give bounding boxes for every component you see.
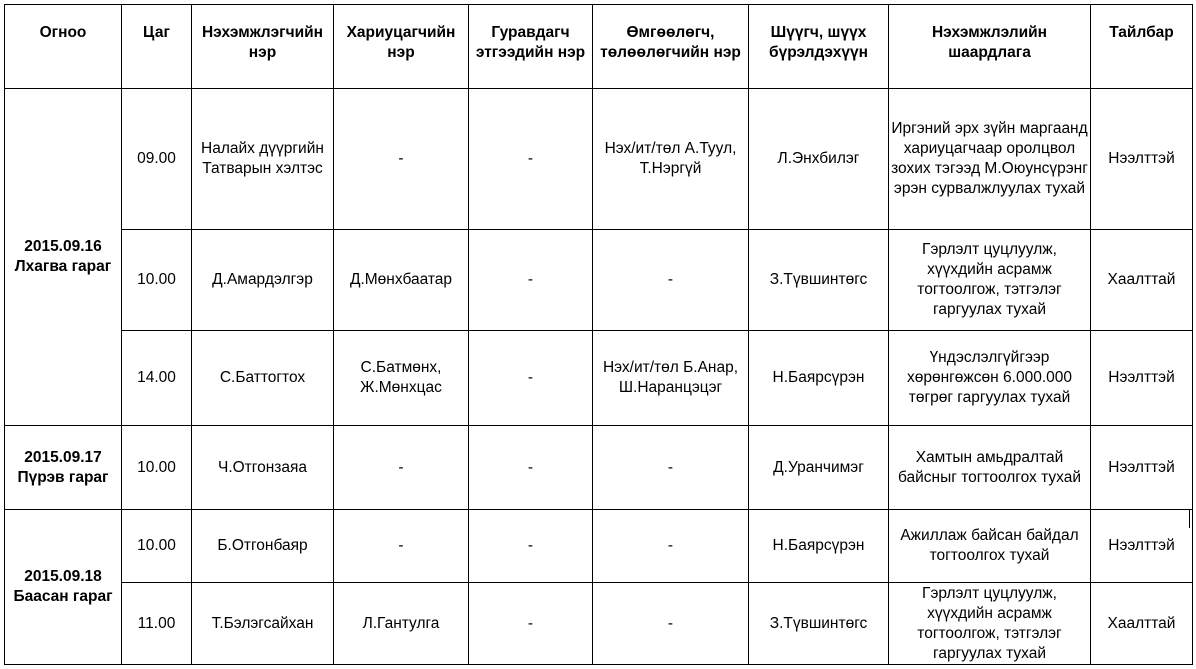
table-row — [5, 426, 1193, 510]
claim-cell: Үндэслэлгүйгээр хөрөнгөжсөн 6.000.000 төгрөг гаргуулах тухай — [889, 331, 1091, 426]
text-cursor — [1189, 509, 1190, 528]
claim-cell: Гэрлэлт цуцлуулж, хүүхдийн асрамж тогтоолгож, тэтгэлэг гаргуулах тухай — [889, 230, 1091, 331]
time-cell: 10.00 — [122, 426, 192, 510]
defendant-cell: - — [334, 89, 469, 230]
date-cell: 2015.09.17 Пүрэв гараг — [5, 426, 122, 510]
lawyer-cell: - — [593, 230, 749, 331]
note-cell: Нээлттэй — [1091, 510, 1193, 583]
defendant-cell: - — [334, 510, 469, 583]
defendant-cell: Л.Гантулга — [334, 583, 469, 665]
third-party-cell: - — [469, 510, 593, 583]
defendant-cell: Д.Мөнхбаатар — [334, 230, 469, 331]
header-judge: Шүүгч, шүүх бүрэлдэхүүн — [749, 5, 889, 89]
header-time: Цаг — [122, 5, 192, 89]
date-cell: 2015.09.18 Баасан гараг — [5, 510, 122, 665]
plaintiff-cell: Налайх дүүргийн Татварын хэлтэс — [192, 89, 334, 230]
third-party-cell: - — [469, 331, 593, 426]
claim-cell: Ажиллаж байсан байдал тогтоолгох тухай — [889, 510, 1091, 583]
judge-cell: Н.Баярсүрэн — [749, 331, 889, 426]
note-cell: Хаалттай — [1091, 583, 1193, 665]
header-claim: Нэхэмжлэлийн шаардлага — [889, 5, 1091, 89]
third-party-cell: - — [469, 426, 593, 510]
lawyer-cell: - — [593, 583, 749, 665]
defendant-cell: С.Батмөнх, Ж.Мөнхцас — [334, 331, 469, 426]
table-row — [5, 331, 1193, 426]
judge-cell: Л.Энхбилэг — [749, 89, 889, 230]
plaintiff-cell: Д.Амардэлгэр — [192, 230, 334, 331]
time-cell: 09.00 — [122, 89, 192, 230]
court-schedule-table — [4, 4, 1193, 665]
claim-cell: Хамтын амьдралтай байсныг тогтоолгох тухай — [889, 426, 1091, 510]
third-party-cell: - — [469, 230, 593, 331]
plaintiff-cell: Т.Бэлэгсайхан — [192, 583, 334, 665]
lawyer-cell: Нэх/ит/төл Б.Анар, Ш.Наранцэцэг — [593, 331, 749, 426]
third-party-cell: - — [469, 583, 593, 665]
date-cell: 2015.09.16 Лхагва гараг — [5, 89, 122, 426]
claim-cell: Иргэний эрх зүйн маргаанд хариуцагчаар оролцвол зохих тэгээд М.Оюунсүрэнг эрэн сурвалжлуулах тухай — [889, 89, 1091, 230]
judge-cell: Д.Уранчимэг — [749, 426, 889, 510]
header-defendant: Хариуцагчийн нэр — [334, 5, 469, 89]
header-note: Тайлбар — [1091, 5, 1193, 89]
claim-cell: Гэрлэлт цуцлуулж, хүүхдийн асрамж тогтоолгож, тэтгэлэг гаргуулах тухай — [889, 583, 1091, 665]
note-cell: Нээлттэй — [1091, 89, 1193, 230]
defendant-cell: - — [334, 426, 469, 510]
lawyer-cell: - — [593, 510, 749, 583]
time-cell: 11.00 — [122, 583, 192, 665]
table-row — [5, 510, 1193, 583]
time-cell: 14.00 — [122, 331, 192, 426]
header-date: Огноо — [5, 5, 122, 89]
time-cell: 10.00 — [122, 510, 192, 583]
header-plaintiff: Нэхэмжлэгчийн нэр — [192, 5, 334, 89]
judge-cell: З.Түвшинтөгс — [749, 583, 889, 665]
plaintiff-cell: Ч.Отгонзаяа — [192, 426, 334, 510]
note-cell: Хаалттай — [1091, 230, 1193, 331]
table-row — [5, 230, 1193, 331]
plaintiff-cell: Б.Отгонбаяр — [192, 510, 334, 583]
note-cell: Нээлттэй — [1091, 331, 1193, 426]
header-row — [5, 5, 1193, 89]
table-row — [5, 583, 1193, 665]
table-row — [5, 89, 1193, 230]
time-cell: 10.00 — [122, 230, 192, 331]
lawyer-cell: Нэх/ит/төл А.Туул, Т.Нэргүй — [593, 89, 749, 230]
header-third-party: Гуравдагч этгээдийн нэр — [469, 5, 593, 89]
header-lawyer: Өмгөөлөгч, төлөөлөгчийн нэр — [593, 5, 749, 89]
note-cell: Нээлттэй — [1091, 426, 1193, 510]
plaintiff-cell: С.Баттогтох — [192, 331, 334, 426]
third-party-cell: - — [469, 89, 593, 230]
lawyer-cell: - — [593, 426, 749, 510]
judge-cell: Н.Баярсүрэн — [749, 510, 889, 583]
judge-cell: З.Түвшинтөгс — [749, 230, 889, 331]
